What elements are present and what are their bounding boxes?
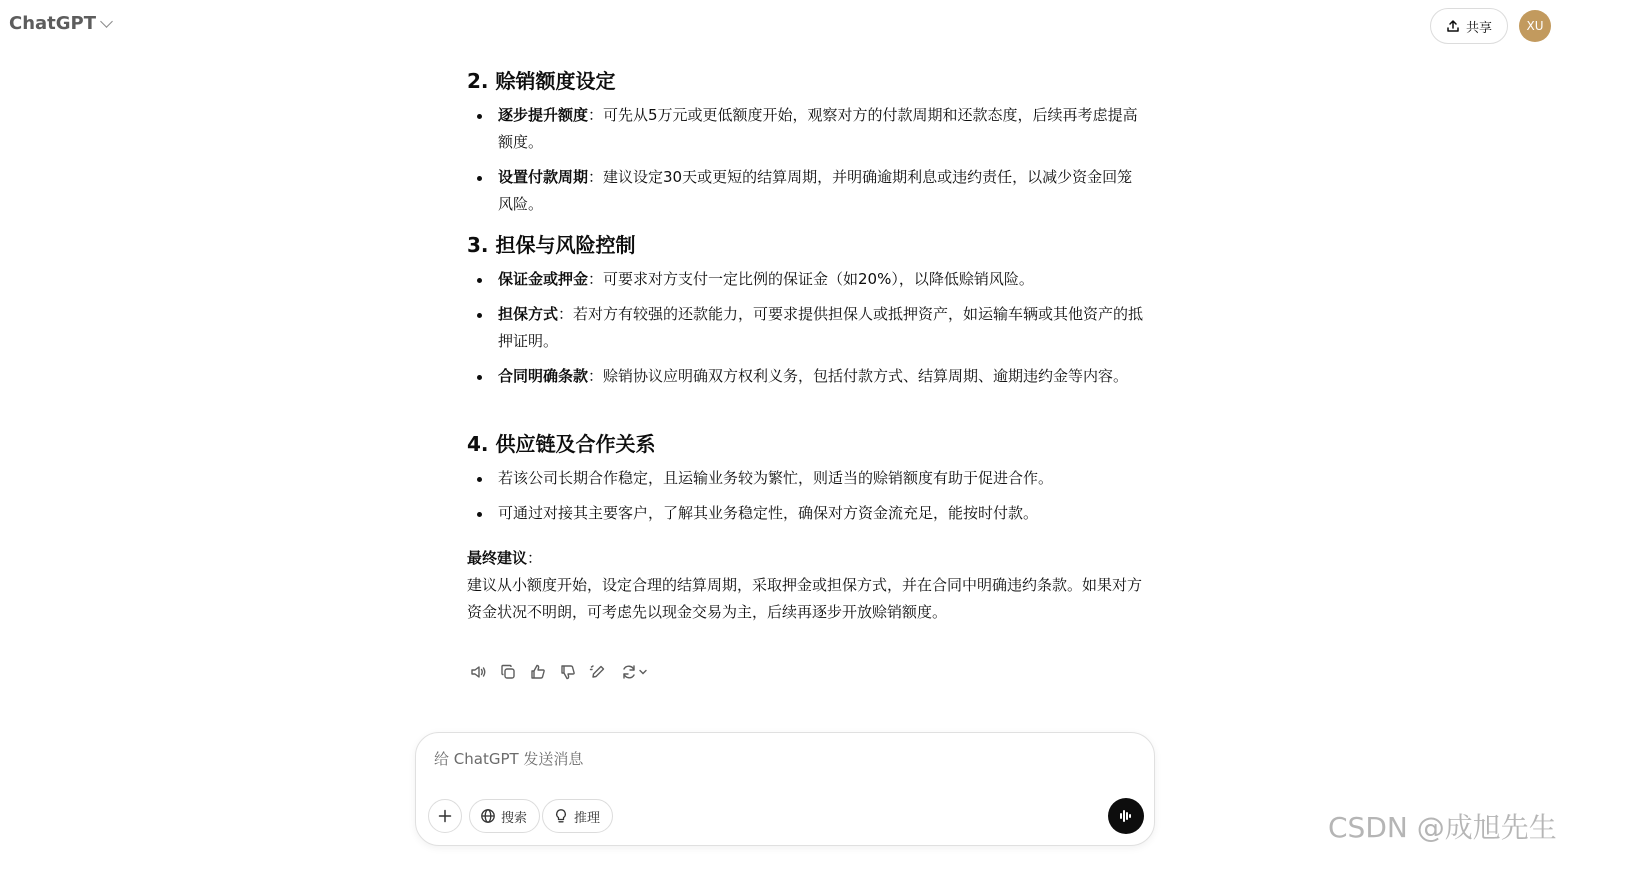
- chevron-down-icon: [100, 15, 113, 28]
- copy-button[interactable]: [498, 662, 518, 682]
- top-bar: [0, 0, 1627, 52]
- final-advice: [467, 545, 1147, 626]
- list-item: 担保方式：若对方有较强的还款能力，可要求提供担保人或抵押资产，如运输车辆或其他资产的抵押证明。: [467, 301, 1147, 355]
- model-name: ChatGPT: [9, 13, 97, 34]
- bullet-list: [467, 266, 1147, 417]
- model-selector[interactable]: [9, 13, 111, 34]
- good-response-button[interactable]: [528, 662, 548, 682]
- bullet-list: [467, 465, 1147, 527]
- reason-label: 推理: [574, 810, 601, 826]
- search-label: 搜索: [501, 810, 528, 826]
- final-advice-body: 建议从小额度开始，设定合理的结算周期，采取押金或担保方式，并在合同中明确违约条款。如果对方资金状况不明朗，可考虑先以现金交易为主，后续再逐步开放赊销额度。: [467, 576, 1143, 621]
- bad-response-button[interactable]: [558, 662, 578, 682]
- list-item: 逐步提升额度：可先从5万元或更低额度开始，观察对方的付款周期和还款态度，后续再考虑提高额度。: [467, 102, 1147, 156]
- voice-mode-button[interactable]: [1108, 798, 1144, 834]
- section-credit-limit: [467, 64, 1147, 218]
- list-item: 若该公司长期合作稳定，且运输业务较为繁忙，则适当的赊销额度有助于促进合作。: [467, 465, 1147, 492]
- plus-icon: [438, 809, 452, 823]
- voice-waveform-icon: [1117, 807, 1135, 825]
- share-button[interactable]: [1430, 8, 1508, 44]
- list-item: 保证金或押金：可要求对方支付一定比例的保证金（如20%），以降低赊销风险。: [467, 266, 1147, 293]
- message-actions: [468, 662, 650, 682]
- message-input[interactable]: [432, 745, 1076, 773]
- search-button[interactable]: [469, 799, 540, 833]
- edit-canvas-icon: [589, 663, 607, 681]
- message-composer: [415, 732, 1155, 846]
- lightbulb-icon: [553, 808, 569, 824]
- thumbs-up-icon: [529, 663, 547, 681]
- watermark: CSDN @成旭先生: [1328, 811, 1557, 844]
- globe-icon: [480, 808, 496, 824]
- regenerate-icon: [620, 663, 638, 681]
- section-heading: 4. 供应链及合作关系: [467, 432, 656, 456]
- attach-button[interactable]: [428, 799, 462, 833]
- section-guarantee: [467, 228, 1147, 417]
- share-label: 共享: [1465, 20, 1492, 36]
- edit-in-canvas-button[interactable]: [588, 662, 608, 682]
- bullet-list: [467, 102, 1147, 218]
- section-supply-chain: [467, 427, 1147, 527]
- list-item: 可通过对接其主要客户，了解其业务稳定性，确保对方资金流充足，能按时付款。: [467, 500, 1147, 527]
- share-icon: [1446, 19, 1460, 33]
- read-aloud-button[interactable]: [468, 662, 488, 682]
- list-item: 设置付款周期：建议设定30天或更短的结算周期，并明确逾期利息或违约责任，以减少资金回笼风险。: [467, 164, 1147, 218]
- chevron-down-icon: [638, 667, 648, 677]
- section-heading: 2. 赊销额度设定: [467, 69, 616, 93]
- avatar[interactable]: XU: [1519, 10, 1551, 42]
- copy-icon: [499, 663, 517, 681]
- final-advice-title: 最终建议：: [467, 549, 543, 567]
- section-heading: 3. 担保与风险控制: [467, 233, 636, 257]
- assistant-message: [467, 64, 1147, 626]
- thumbs-down-icon: [559, 663, 577, 681]
- regenerate-button[interactable]: [618, 662, 650, 682]
- reason-button[interactable]: [542, 799, 613, 833]
- list-item: 合同明确条款：赊销协议应明确双方权利义务，包括付款方式、结算周期、逾期违约金等内容。: [467, 363, 1147, 417]
- speaker-icon: [469, 663, 487, 681]
